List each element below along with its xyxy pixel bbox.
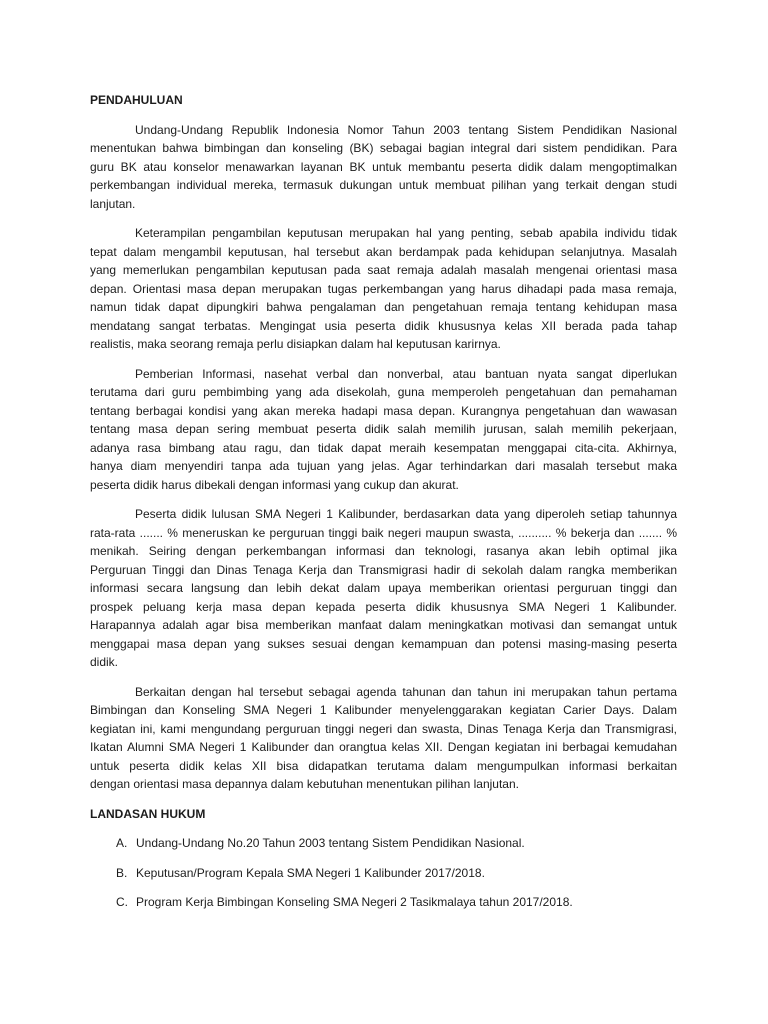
paragraph-line: tentang masa depan sering membuat peserta didik salah memilih jurusan, salah memilih pekerjaan, [90, 422, 677, 436]
list-item-text: Program Kerja Bimbingan Konseling SMA Negeri 2 Tasikmalaya tahun 2017/2018. [136, 895, 573, 909]
list-item-text: Undang-Undang No.20 Tahun 2003 tentang Sistem Pendidikan Nasional. [136, 836, 525, 850]
paragraph-line: Peserta didik lulusan SMA Negeri 1 Kalibunder, berdasarkan data yang diperoleh setiap tahunnya [135, 507, 677, 521]
paragraph-line: perkembangan individual mereka, termasuk dukungan untuk membuat pilihan yang terkait dengan studi [90, 178, 677, 192]
paragraph-line: Pemberian Informasi, nasehat verbal dan nonverbal, atau bantuan nyata sangat diperlukan [135, 366, 677, 381]
section-heading-pendahuluan: PENDAHULUAN [90, 93, 183, 107]
paragraph-line: menentukan bahwa bimbingan dan konseling (BK) sebagai bagian integral dari sistem pendidikan. Para [90, 141, 677, 155]
paragraph-line: menggapai masa depan yang sukses sesuai dengan kemampuan dan potensi masing-masing peserta [90, 636, 677, 651]
paragraph-line: yang memerlukan pengambilan keputusan pada saat remaja adalah masalah mengenai orientasi masa [90, 263, 677, 277]
list-item [90, 893, 677, 912]
paragraph-line: tepat dalam mengambil keputusan, hal tersebut akan berdampak pada kehidupan selanjutnya. Masalah [90, 244, 677, 259]
paragraph-line: didik. [90, 655, 119, 669]
paragraph-line: Harapannya adalah agar bisa memberikan manfaat dalam meningkatkan motivasi dan semangat untuk [90, 618, 677, 632]
paragraph-3 [90, 365, 677, 495]
paragraph-2 [90, 224, 677, 354]
list-item-text: Keputusan/Program Kepala SMA Negeri 1 Kalibunder 2017/2018. [136, 865, 485, 880]
paragraph-line: menikah. Seiring dengan perkembangan informasi dan teknologi, rasanya akan lebih optimal jika [90, 544, 677, 558]
paragraph-line: depan. Orientasi masa depan merupakan tugas perkembangan yang harus dihadapi pada masa remaja, [90, 281, 677, 296]
paragraph-line: realistis, maka seorang remaja perlu disiapkan dalam hal keputusan karirnya. [90, 337, 501, 351]
paragraph-line: dengan orientasi masa depannya dalam kebutuhan menentukan pilihan lanjutan. [90, 777, 519, 791]
paragraph-4 [90, 505, 677, 672]
list-marker: B. [116, 865, 128, 880]
list-item [90, 864, 677, 883]
paragraph-line: guru BK atau konselor menawarkan layanan BK untuk membantu peserta didik dalam mengoptimalkan [90, 159, 677, 174]
list-item [90, 834, 677, 853]
paragraph-line: Undang-Undang Republik Indonesia Nomor Tahun 2003 tentang Sistem Pendidikan Nasional [135, 122, 677, 137]
paragraph-line: tentang berbagai kondisi yang akan mereka hadapi masa depan. Kurangnya pengetahuan dan wawasan [90, 403, 677, 418]
paragraph-line: informasi secara langsung dan lebih dekat dalam upaya memberikan orientasi perguruan tinggi dan [90, 581, 677, 595]
paragraph-line: Berkaitan dengan hal tersebut sebagai agenda tahunan dan tahun ini merupakan tahun pertama [135, 684, 677, 699]
legal-basis-list [90, 834, 677, 912]
paragraph-line: mendatang sangat terbatas. Mengingat usia peserta didik khususnya kelas XII berada pada tahap [90, 318, 677, 333]
paragraph-line: peserta didik harus dibekali dengan informasi yang cukup dan akurat. [90, 477, 459, 492]
paragraph-line: Perguruan Tinggi dan Dinas Tenaga Kerja dan Transmigrasi hadir di sekolah dalam rangka memberikan [90, 562, 677, 577]
paragraph-line: rata-rata ....... % meneruskan ke perguruan tinggi baik negeri maupun swasta, .......... % bekerja dan ....... % [90, 525, 677, 540]
paragraph-line: namun tidak dapat dipungkiri bahwa pengalaman dan pengetahuan remaja tentang kehidupan masa [90, 300, 677, 314]
paragraph-1 [90, 121, 677, 214]
paragraph-line: hanya diam menyendiri tanpa ada tujuan yang jelas. Agar terhindarkan dari masalah tersebut maka [90, 459, 677, 473]
paragraph-line: prospek peluang kerja masa depan kepada peserta didik khususnya SMA Negeri 1 Kalibunder. [90, 599, 677, 614]
list-marker: C. [116, 895, 128, 909]
paragraph-line: lanjutan. [90, 196, 136, 211]
paragraph-line: Ikatan Alumni SMA Negeri 1 Kalibunder dan orangtua kelas XII. Dengan kegiatan ini berbagai kemudahan [90, 740, 677, 754]
section-heading-landasan-hukum: LANDASAN HUKUM [90, 806, 206, 821]
paragraph-line: Bimbingan dan Konseling SMA Negeri 1 Kalibunder menyelenggarakan kegiatan Carier Days. Dalam [90, 703, 677, 717]
document-body [90, 91, 677, 923]
paragraph-line: terutama dari guru pembimbing yang ada disekolah, guna memperoleh pengetahuan dan pemahaman [90, 385, 677, 399]
paragraph-line: Keterampilan pengambilan keputusan merupakan hal yang penting, sebab apabila individu tidak [135, 226, 677, 240]
paragraph-5 [90, 683, 677, 794]
paragraph-line: untuk peserta didik kelas XII bisa didapatkan terutama dalam mengumpulkan informasi berkaitan [90, 758, 677, 773]
paragraph-line: kegiatan ini, kami mengundang perguruan tinggi negeri dan swasta, Dinas Tenaga Kerja dan Transmigrasi, [90, 721, 677, 736]
list-marker: A. [116, 836, 128, 850]
paragraph-line: adanya rasa bimbang atau ragu, dan tidak dapat meraih kesempatan menggapai cita-cita. Akhirnya, [90, 440, 677, 455]
